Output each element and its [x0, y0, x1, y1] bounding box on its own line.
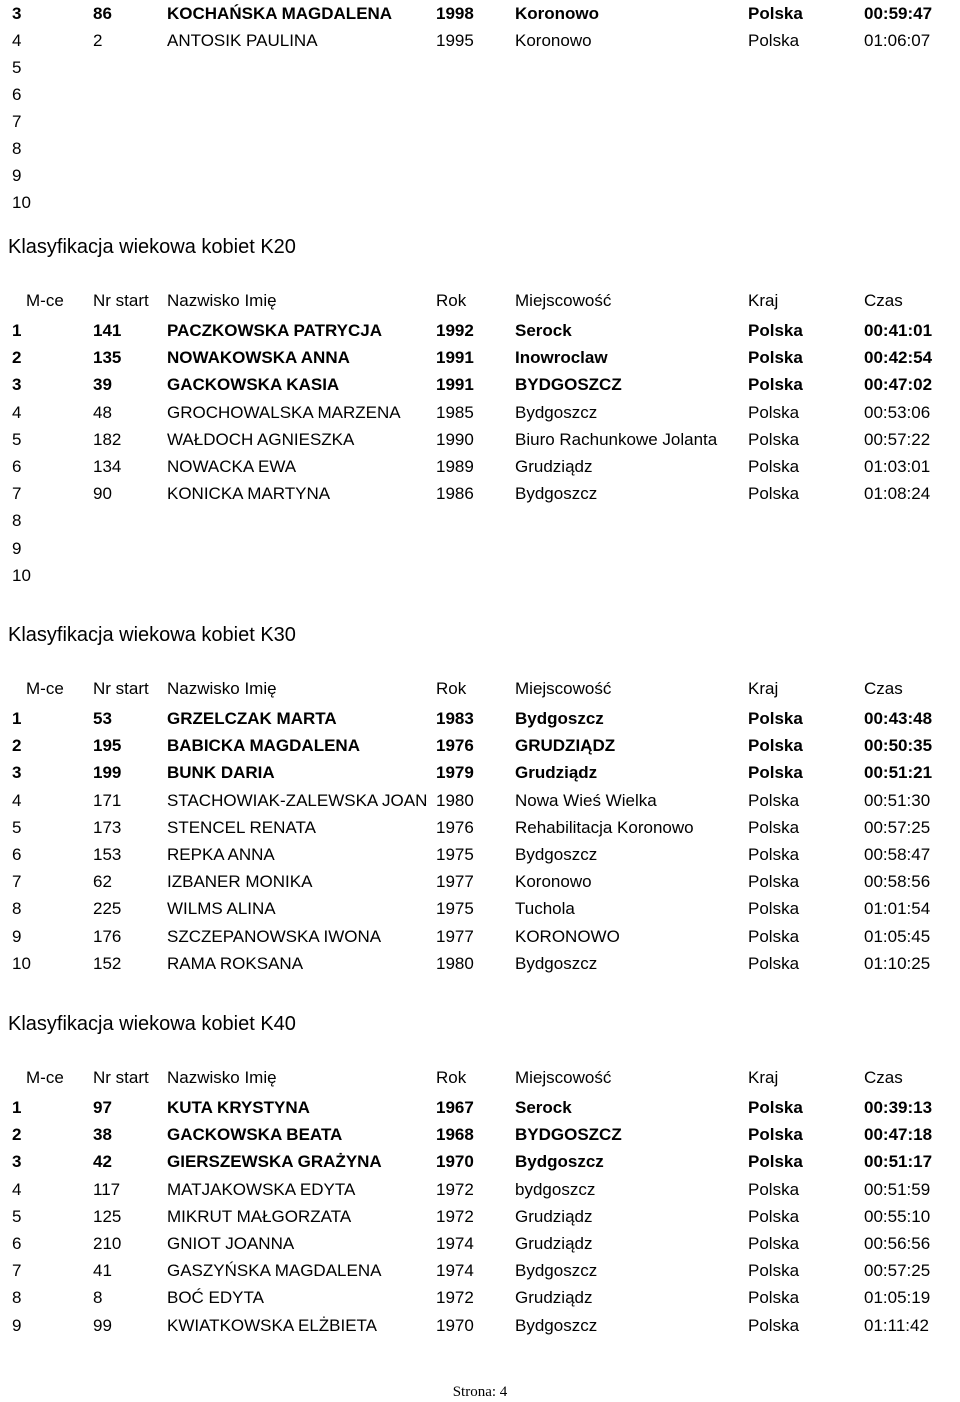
- table-row: [0, 1257, 960, 1284]
- country-cell: Polska: [748, 31, 800, 50]
- table-row: [0, 507, 960, 534]
- table-row: [0, 1203, 960, 1230]
- country-cell: Polska: [748, 1152, 803, 1172]
- column-header: Czas: [864, 679, 903, 698]
- bib-cell: 39: [93, 375, 112, 395]
- table-row: [0, 480, 960, 507]
- city-cell: KORONOWO: [515, 926, 620, 946]
- table-row: [0, 562, 960, 589]
- place-cell: 7: [12, 112, 22, 131]
- city-cell: Inowroclaw: [515, 348, 608, 368]
- place-cell: 10: [12, 193, 31, 212]
- year-cell: 1972: [436, 1288, 474, 1308]
- section-title: Klasyfikacja wiekowa kobiet K40: [8, 1013, 296, 1035]
- table-row: [0, 399, 960, 426]
- column-header: Miejscowość: [515, 1068, 612, 1087]
- table-row: [0, 81, 960, 108]
- city-cell: Koronowo: [515, 31, 592, 50]
- city-cell: Bydgoszcz: [515, 484, 598, 504]
- bib-cell: 173: [93, 817, 122, 837]
- table-row: [0, 895, 960, 922]
- place-cell: 5: [12, 58, 22, 77]
- city-cell: Tuchola: [515, 899, 575, 919]
- place-cell: 7: [12, 1261, 22, 1281]
- table-row: [0, 371, 960, 398]
- time-cell: 01:10:25: [864, 953, 931, 973]
- bib-cell: 2: [93, 31, 103, 50]
- place-cell: 4: [12, 1179, 22, 1199]
- time-cell: 00:47:02: [864, 375, 933, 395]
- year-cell: 1990: [436, 429, 474, 449]
- place-cell: 9: [12, 926, 22, 946]
- name-cell: IZBANER MONIKA: [167, 872, 313, 892]
- year-cell: 1970: [436, 1315, 474, 1335]
- country-cell: Polska: [748, 1098, 803, 1117]
- section-title: Klasyfikacja wiekowa kobiet K20: [8, 236, 296, 258]
- time-cell: 00:51:17: [864, 1152, 933, 1172]
- time-cell: 00:57:25: [864, 817, 931, 837]
- table-header: [0, 287, 960, 314]
- place-cell: 4: [12, 790, 22, 810]
- year-cell: 1986: [436, 484, 474, 504]
- city-cell: Grudziądz: [515, 1206, 593, 1226]
- year-cell: 1968: [436, 1125, 474, 1145]
- time-cell: 01:01:54: [864, 899, 931, 919]
- country-cell: Polska: [748, 321, 803, 340]
- table-row: [0, 535, 960, 562]
- year-cell: 1992: [436, 321, 474, 340]
- place-cell: 2: [12, 1125, 22, 1145]
- table-row: [0, 1230, 960, 1257]
- city-cell: Bydgoszcz: [515, 953, 598, 973]
- year-cell: 1977: [436, 872, 474, 892]
- column-header: Miejscowość: [515, 291, 612, 310]
- table-row: [0, 841, 960, 868]
- name-cell: KONICKA MARTYNA: [167, 484, 331, 504]
- country-cell: Polska: [748, 736, 803, 756]
- place-cell: 8: [12, 1288, 22, 1308]
- name-cell: STENCEL RENATA: [167, 817, 316, 837]
- place-cell: 4: [12, 31, 22, 50]
- year-cell: 1977: [436, 926, 474, 946]
- city-cell: Nowa Wieś Wielka: [515, 790, 657, 810]
- bib-cell: 99: [93, 1315, 112, 1335]
- bib-cell: 135: [93, 348, 122, 368]
- bib-cell: 38: [93, 1125, 112, 1145]
- bib-cell: 8: [93, 1288, 103, 1308]
- table-row: [0, 814, 960, 841]
- year-cell: 1995: [436, 31, 474, 50]
- year-cell: 1976: [436, 817, 474, 837]
- column-header: Kraj: [748, 1068, 779, 1087]
- table-row: [0, 759, 960, 786]
- city-cell: Grudziądz: [515, 1234, 593, 1253]
- year-cell: 1983: [436, 709, 474, 728]
- bib-cell: 48: [93, 402, 112, 422]
- country-cell: Polska: [748, 1206, 800, 1226]
- table-row: [0, 1094, 960, 1121]
- country-cell: Polska: [748, 709, 803, 728]
- place-cell: 1: [12, 1098, 22, 1117]
- place-cell: 6: [12, 1234, 22, 1253]
- city-cell: Rehabilitacja Koronowo: [515, 817, 694, 837]
- time-cell: 00:41:01: [864, 321, 933, 340]
- place-cell: 7: [12, 484, 22, 504]
- table-row: [0, 950, 960, 977]
- name-cell: GACKOWSKA KASIA: [167, 375, 340, 395]
- column-header: Nazwisko Imię: [167, 291, 277, 310]
- city-cell: Bydgoszcz: [515, 402, 598, 422]
- city-cell: Biuro Rachunkowe Jolanta: [515, 429, 718, 449]
- bib-cell: 41: [93, 1261, 112, 1281]
- column-header: Rok: [436, 679, 467, 698]
- bib-cell: 171: [93, 790, 122, 810]
- city-cell: BYDGOSZCZ: [515, 1125, 622, 1145]
- place-cell: 6: [12, 85, 22, 104]
- place-cell: 3: [12, 1152, 22, 1172]
- name-cell: NOWAKOWSKA ANNA: [167, 348, 350, 368]
- year-cell: 1972: [436, 1179, 474, 1199]
- time-cell: 01:08:24: [864, 484, 931, 504]
- column-header: M-ce: [26, 679, 64, 698]
- bib-cell: 117: [93, 1179, 121, 1199]
- name-cell: KUTA KRYSTYNA: [167, 1098, 310, 1117]
- year-cell: 1980: [436, 953, 474, 973]
- year-cell: 1979: [436, 763, 474, 783]
- column-header: Czas: [864, 291, 903, 310]
- column-header: Kraj: [748, 679, 779, 698]
- time-cell: 00:50:35: [864, 736, 933, 756]
- column-header: Rok: [436, 291, 467, 310]
- time-cell: 01:05:19: [864, 1288, 931, 1308]
- name-cell: MIKRUT MAŁGORZATA: [167, 1206, 352, 1226]
- bib-cell: 90: [93, 484, 112, 504]
- year-cell: 1998: [436, 4, 474, 23]
- country-cell: Polska: [748, 845, 800, 864]
- year-cell: 1975: [436, 899, 474, 919]
- bib-cell: 225: [93, 899, 122, 919]
- bib-cell: 199: [93, 763, 122, 783]
- place-cell: 8: [12, 899, 22, 919]
- name-cell: RAMA ROKSANA: [167, 953, 304, 973]
- name-cell: GASZYŃSKA MAGDALENA: [167, 1261, 382, 1281]
- time-cell: 00:51:30: [864, 790, 931, 810]
- city-cell: bydgoszcz: [515, 1179, 596, 1199]
- city-cell: Bydgoszcz: [515, 1261, 598, 1281]
- table-header: [0, 1064, 960, 1091]
- table-row: [0, 1312, 960, 1339]
- table-row: [0, 787, 960, 814]
- table-row: [0, 705, 960, 732]
- city-cell: Koronowo: [515, 872, 592, 892]
- year-cell: 1976: [436, 736, 474, 756]
- year-cell: 1980: [436, 790, 474, 810]
- place-cell: 9: [12, 166, 22, 185]
- place-cell: 2: [12, 736, 22, 756]
- section-title: Klasyfikacja wiekowa kobiet K30: [8, 624, 296, 646]
- bib-cell: 134: [93, 457, 122, 476]
- place-cell: 3: [12, 4, 22, 23]
- time-cell: 00:39:13: [864, 1098, 933, 1117]
- column-header: Nr start: [93, 679, 149, 698]
- place-cell: 10: [12, 565, 31, 585]
- country-cell: Polska: [748, 1315, 800, 1335]
- place-cell: 1: [12, 321, 22, 340]
- city-cell: Koronowo: [515, 4, 600, 23]
- name-cell: GRZELCZAK MARTA: [167, 709, 337, 728]
- year-cell: 1974: [436, 1234, 474, 1253]
- city-cell: Bydgoszcz: [515, 1152, 604, 1172]
- city-cell: Bydgoszcz: [515, 1315, 598, 1335]
- country-cell: Polska: [748, 817, 800, 837]
- place-cell: 8: [12, 139, 22, 158]
- name-cell: BUNK DARIA: [167, 763, 275, 783]
- country-cell: Polska: [748, 899, 800, 919]
- time-cell: 00:58:47: [864, 845, 931, 864]
- country-cell: Polska: [748, 926, 800, 946]
- column-header: Czas: [864, 1068, 903, 1087]
- place-cell: 4: [12, 402, 22, 422]
- city-cell: BYDGOSZCZ: [515, 375, 622, 395]
- place-cell: 5: [12, 817, 22, 837]
- name-cell: KWIATKOWSKA ELŻBIETA: [167, 1315, 378, 1335]
- bib-cell: 176: [93, 926, 122, 946]
- country-cell: Polska: [748, 953, 800, 973]
- time-cell: 00:42:54: [864, 348, 933, 368]
- year-cell: 1970: [436, 1152, 474, 1172]
- name-cell: WILMS ALINA: [167, 899, 276, 919]
- column-header: Nazwisko Imię: [167, 1068, 277, 1087]
- table-row: [0, 162, 960, 189]
- country-cell: Polska: [748, 402, 800, 422]
- column-header: Kraj: [748, 291, 779, 310]
- year-cell: 1972: [436, 1206, 474, 1226]
- city-cell: Bydgoszcz: [515, 709, 604, 728]
- country-cell: Polska: [748, 484, 800, 504]
- table-row: [0, 732, 960, 759]
- name-cell: BOĆ EDYTA: [167, 1288, 264, 1308]
- column-header: Nr start: [93, 1068, 149, 1087]
- time-cell: 00:56:56: [864, 1234, 931, 1253]
- place-cell: 8: [12, 511, 22, 531]
- country-cell: Polska: [748, 763, 803, 783]
- time-cell: 00:47:18: [864, 1125, 933, 1145]
- place-cell: 6: [12, 457, 22, 476]
- bib-cell: 53: [93, 709, 112, 728]
- time-cell: 00:57:25: [864, 1261, 931, 1281]
- city-cell: Serock: [515, 1098, 572, 1117]
- column-header: M-ce: [26, 291, 64, 310]
- bib-cell: 42: [93, 1152, 112, 1172]
- country-cell: Polska: [748, 872, 800, 892]
- name-cell: GIERSZEWSKA GRAŻYNA: [167, 1152, 382, 1172]
- country-cell: Polska: [748, 457, 800, 476]
- place-cell: 6: [12, 845, 22, 864]
- year-cell: 1974: [436, 1261, 474, 1281]
- time-cell: 00:53:06: [864, 402, 931, 422]
- year-cell: 1991: [436, 348, 474, 368]
- table-row: [0, 189, 960, 216]
- time-cell: 00:55:10: [864, 1206, 931, 1226]
- name-cell: WAŁDOCH AGNIESZKA: [167, 429, 355, 449]
- table-row: [0, 1176, 960, 1203]
- place-cell: 9: [12, 1315, 22, 1335]
- table-row: [0, 54, 960, 81]
- table-row: [0, 135, 960, 162]
- table-row: [0, 108, 960, 135]
- table-row: [0, 1284, 960, 1311]
- name-cell: REPKA ANNA: [167, 845, 275, 864]
- table-row: [0, 1121, 960, 1148]
- bib-cell: 182: [93, 429, 122, 449]
- time-cell: 01:03:01: [864, 457, 931, 476]
- country-cell: Polska: [748, 4, 803, 23]
- name-cell: PACZKOWSKA PATRYCJA: [167, 321, 383, 340]
- city-cell: Grudziądz: [515, 457, 593, 476]
- table-row: [0, 923, 960, 950]
- place-cell: 5: [12, 429, 22, 449]
- time-cell: 01:06:07: [864, 31, 931, 50]
- time-cell: 00:51:21: [864, 763, 933, 783]
- year-cell: 1967: [436, 1098, 474, 1117]
- place-cell: 2: [12, 348, 22, 368]
- bib-cell: 125: [93, 1206, 122, 1226]
- time-cell: 00:57:22: [864, 429, 931, 449]
- name-cell: MATJAKOWSKA EDYTA: [167, 1179, 356, 1199]
- year-cell: 1989: [436, 457, 474, 476]
- name-cell: BABICKA MAGDALENA: [167, 736, 360, 756]
- time-cell: 00:43:48: [864, 709, 933, 728]
- page-footer: [0, 1384, 960, 1401]
- country-cell: Polska: [748, 429, 800, 449]
- name-cell: GNIOT JOANNA: [167, 1234, 295, 1253]
- column-header: M-ce: [26, 1068, 64, 1087]
- year-cell: 1985: [436, 402, 474, 422]
- table-row: [0, 27, 960, 54]
- city-cell: Bydgoszcz: [515, 845, 598, 864]
- country-cell: Polska: [748, 1234, 800, 1253]
- city-cell: Serock: [515, 321, 572, 340]
- city-cell: GRUDZIĄDZ: [515, 736, 616, 756]
- table-row: [0, 1148, 960, 1175]
- column-header: Nr start: [93, 291, 149, 310]
- name-cell: NOWACKA EWA: [167, 457, 297, 476]
- column-header: Nazwisko Imię: [167, 679, 277, 698]
- time-cell: 01:05:45: [864, 926, 931, 946]
- name-cell: ANTOSIK PAULINA: [167, 31, 318, 50]
- place-cell: 5: [12, 1206, 22, 1226]
- place-cell: 7: [12, 872, 22, 892]
- table-row: [0, 317, 960, 344]
- column-header: Miejscowość: [515, 679, 612, 698]
- bib-cell: 62: [93, 872, 112, 892]
- place-cell: 10: [12, 953, 31, 973]
- country-cell: Polska: [748, 375, 803, 395]
- time-cell: 00:59:47: [864, 4, 933, 23]
- table-header: [0, 675, 960, 702]
- place-cell: 3: [12, 375, 22, 395]
- bib-cell: 86: [93, 4, 112, 23]
- year-cell: 1991: [436, 375, 474, 395]
- name-cell: KOCHAŃSKA MAGDALENA: [167, 4, 393, 23]
- bib-cell: 210: [93, 1234, 122, 1253]
- time-cell: 00:58:56: [864, 872, 931, 892]
- page-number: Strona: 4: [452, 1384, 508, 1400]
- table-row: [0, 0, 960, 27]
- country-cell: Polska: [748, 790, 800, 810]
- bib-cell: 152: [93, 953, 122, 973]
- time-cell: 01:11:42: [864, 1315, 929, 1335]
- bib-cell: 153: [93, 845, 122, 864]
- city-cell: Grudziądz: [515, 763, 598, 783]
- country-cell: Polska: [748, 348, 803, 368]
- bib-cell: 195: [93, 736, 122, 756]
- name-cell: GACKOWSKA BEATA: [167, 1125, 343, 1145]
- name-cell: GROCHOWALSKA MARZENA: [167, 402, 401, 422]
- country-cell: Polska: [748, 1261, 800, 1281]
- country-cell: Polska: [748, 1179, 800, 1199]
- table-row: [0, 868, 960, 895]
- country-cell: Polska: [748, 1125, 803, 1145]
- name-cell: STACHOWIAK-ZALEWSKA JOAN: [167, 790, 428, 810]
- city-cell: Grudziądz: [515, 1288, 593, 1308]
- column-header: Rok: [436, 1068, 467, 1087]
- table-row: [0, 344, 960, 371]
- table-row: [0, 426, 960, 453]
- table-row: [0, 453, 960, 480]
- bib-cell: 97: [93, 1098, 112, 1117]
- bib-cell: 141: [93, 321, 122, 340]
- time-cell: 00:51:59: [864, 1179, 931, 1199]
- place-cell: 3: [12, 763, 22, 783]
- country-cell: Polska: [748, 1288, 800, 1308]
- name-cell: SZCZEPANOWSKA IWONA: [167, 926, 382, 946]
- place-cell: 9: [12, 538, 22, 558]
- year-cell: 1975: [436, 845, 474, 864]
- place-cell: 1: [12, 709, 22, 728]
